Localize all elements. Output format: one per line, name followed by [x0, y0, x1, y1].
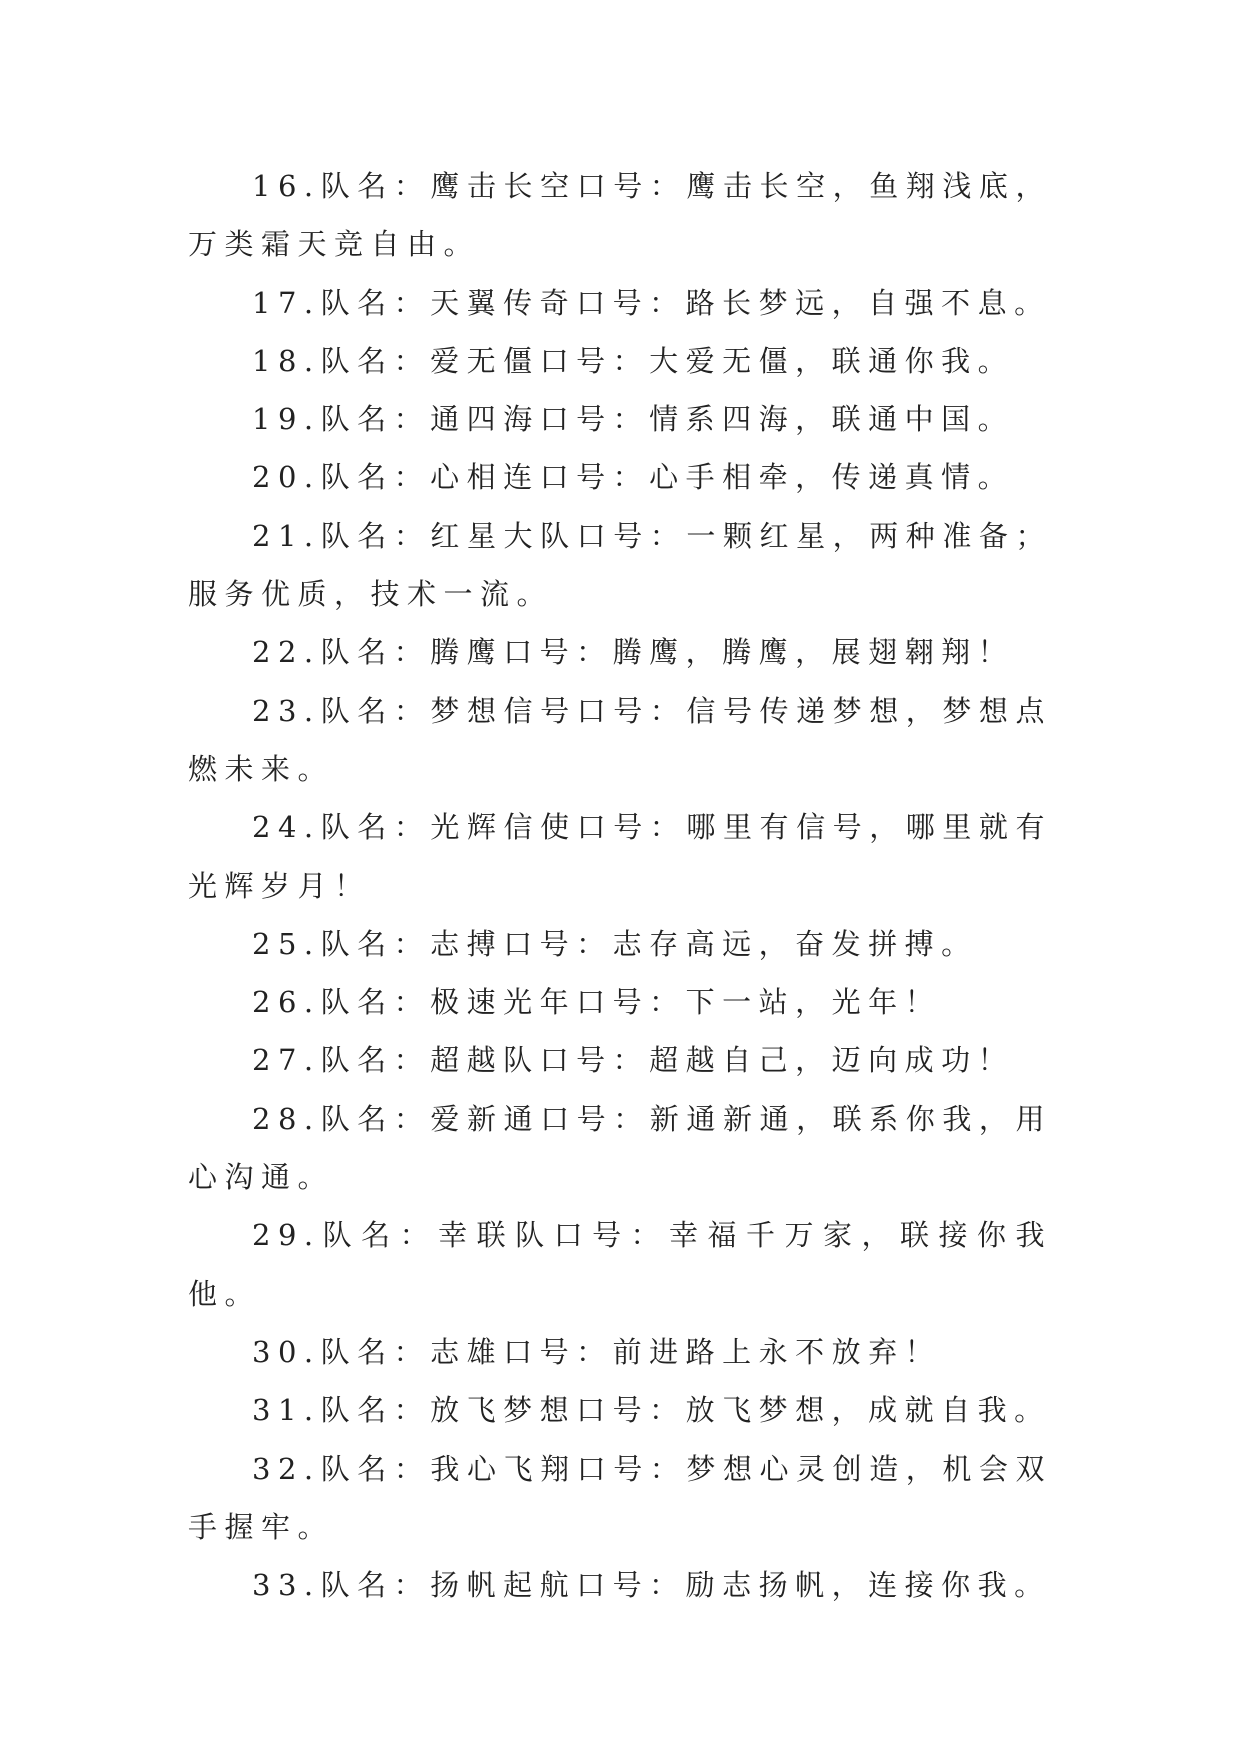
- paragraph-29: 29.队名：幸联队口号：幸福千万家，联接你我他。: [188, 1218, 1052, 1311]
- paragraph-27: 27.队名：超越队口号：超越自己，迈向成功！: [252, 1043, 1015, 1078]
- paragraph-28: 28.队名：爱新通口号：新通新通，联系你我，用心沟通。: [188, 1101, 1052, 1195]
- paragraph-19: 19.队名：通四海口号：情系四海，联通中国。: [252, 402, 1015, 437]
- paragraph-20: 20.队名：心相连口号：心手相牵，传递真情。: [252, 460, 1015, 495]
- paragraph-32: 32.队名：我心飞翔口号：梦想心灵创造，机会双手握牢。: [188, 1451, 1052, 1544]
- paragraph-16: 16.队名：鹰击长空口号：鹰击长空，鱼翔浅底，万类霜天竞自由。: [188, 169, 1052, 262]
- paragraph-25: 25.队名：志搏口号：志存高远，奋发拼搏。: [252, 926, 978, 961]
- paragraph-24: 24.队名：光辉信使口号：哪里有信号，哪里就有光辉岁月！: [188, 810, 1052, 903]
- paragraph-31: 31.队名：放飞梦想口号：放飞梦想，成就自我。: [252, 1393, 1051, 1428]
- paragraph-26: 26.队名：极速光年口号：下一站，光年！: [252, 985, 942, 1020]
- paragraph-33: 33.队名：扬帆起航口号：励志扬帆，连接你我。: [252, 1568, 1051, 1603]
- paragraph-17: 17.队名：天翼传奇口号：路长梦远，自强不息。: [252, 285, 1051, 320]
- paragraph-30: 30.队名：志雄口号：前进路上永不放弃！: [252, 1334, 942, 1369]
- paragraph-23: 23.队名：梦想信号口号：信号传递梦想，梦想点燃未来。: [188, 693, 1052, 786]
- paragraph-21: 21.队名：红星大队口号：一颗红星，两种准备；服务优质，技术一流。: [188, 518, 1052, 612]
- paragraph-22: 22.队名：腾鹰口号：腾鹰，腾鹰，展翅翱翔！: [252, 635, 1015, 670]
- document-body: [188, 157, 1052, 1614]
- paragraph-18: 18.队名：爱无僵口号：大爱无僵，联通你我。: [252, 343, 1015, 378]
